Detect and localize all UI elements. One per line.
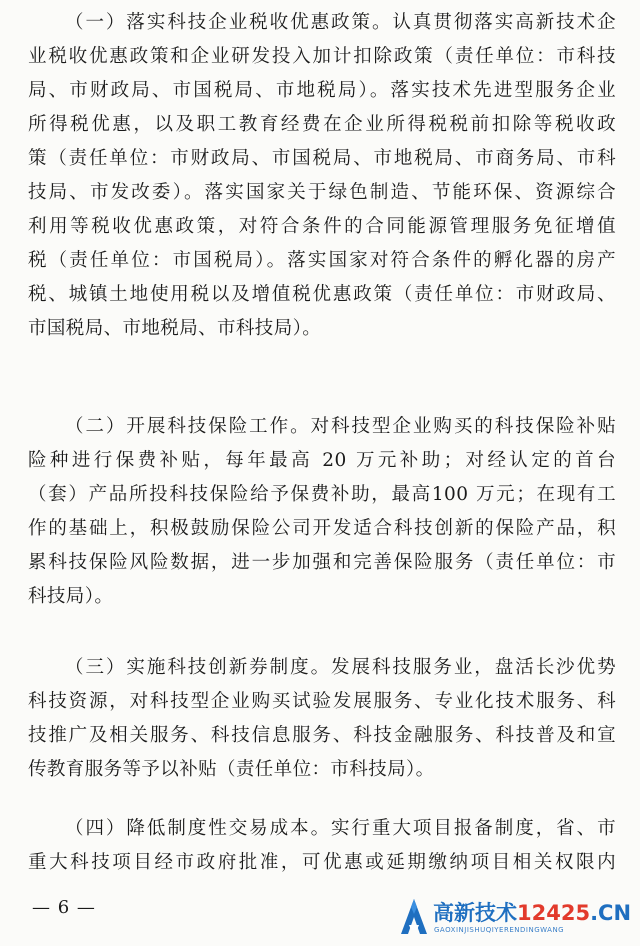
watermark-title bbox=[433, 897, 631, 927]
text-line: 策（责任单位：市财政局、市国税局、市地税局、市商务局、市科 bbox=[28, 148, 616, 169]
text-line: 利用等税收优惠政策，对符合条件的合同能源管理服务免征增值 bbox=[28, 216, 616, 237]
text-line: 累科技保险风险数据，进一步加强和完善保险服务（责任单位：市 bbox=[28, 552, 616, 573]
text-line: 技局、市发改委）。落实国家关于绿色制造、节能环保、资源综合 bbox=[28, 182, 616, 203]
text-line: （套）产品所投科技保险给予保费补助，最高100 万元；在现有工 bbox=[28, 484, 616, 505]
paragraph-3 bbox=[28, 651, 616, 787]
text-line: 传教育服务等予以补贴（责任单位：市科技局）。 bbox=[28, 759, 435, 780]
text-line: 税（责任单位：市国税局）。落实国家对符合条件的孵化器的房产 bbox=[28, 250, 616, 271]
text-line: （四）降低制度性交易成本。实行重大项目报备制度，省、市 bbox=[65, 818, 616, 839]
site-logo-icon bbox=[400, 898, 428, 936]
text-line: 技推广及相关服务、科技信息服务、科技金融服务、科技普及和宣 bbox=[28, 725, 616, 746]
text-line: 税、城镇土地使用税以及增值税优惠政策（责任单位：市财政局、 bbox=[28, 284, 616, 305]
watermark-pinyin: GAOXINJISHUQIYERENDINGWANG bbox=[434, 926, 565, 934]
text-line: （二）开展科技保险工作。对科技型企业购买的科技保险补贴 bbox=[65, 416, 616, 437]
watermark-name-tail: .CN bbox=[590, 901, 632, 925]
text-line: 作的基础上，积极鼓励保险公司开发适合科技创新的保险产品，积 bbox=[28, 518, 616, 539]
text-line: 局、市财政局、市国税局、市地税局）。落实技术先进型服务企业 bbox=[28, 80, 616, 101]
text-line: （三）实施科技创新券制度。发展科技服务业，盘活长沙优势 bbox=[65, 657, 616, 678]
text-line: 重大科技项目经市政府批准，可优惠或延期缴纳项目相关权限内 bbox=[28, 852, 616, 873]
text-line: 市国税局、市地税局、市科技局）。 bbox=[28, 318, 322, 339]
text-line: 险种进行保费补贴，每年最高 20 万元补助；对经认定的首台 bbox=[28, 450, 616, 471]
site-watermark bbox=[400, 896, 636, 942]
page-number: — 6 — bbox=[32, 897, 96, 918]
text-line: （一）落实科技企业税收优惠政策。认真贯彻落实高新技术企 bbox=[65, 12, 616, 33]
text-line: 科技局）。 bbox=[28, 586, 114, 607]
text-line: 所得税优惠，以及职工教育经费在企业所得税税前扣除等税收政 bbox=[28, 114, 616, 135]
paragraph-4 bbox=[28, 812, 616, 880]
paragraph-1 bbox=[28, 6, 616, 346]
text-line: 科技资源，对科技型企业购买试验发展服务、专业化技术服务、科 bbox=[28, 691, 616, 712]
watermark-name-cn: 高新技术 bbox=[433, 901, 517, 925]
paragraph-2 bbox=[28, 410, 616, 614]
watermark-name-num: 12425 bbox=[517, 901, 591, 925]
text-line: 业税收优惠政策和企业研发投入加计扣除政策（责任单位：市科技 bbox=[28, 46, 616, 67]
